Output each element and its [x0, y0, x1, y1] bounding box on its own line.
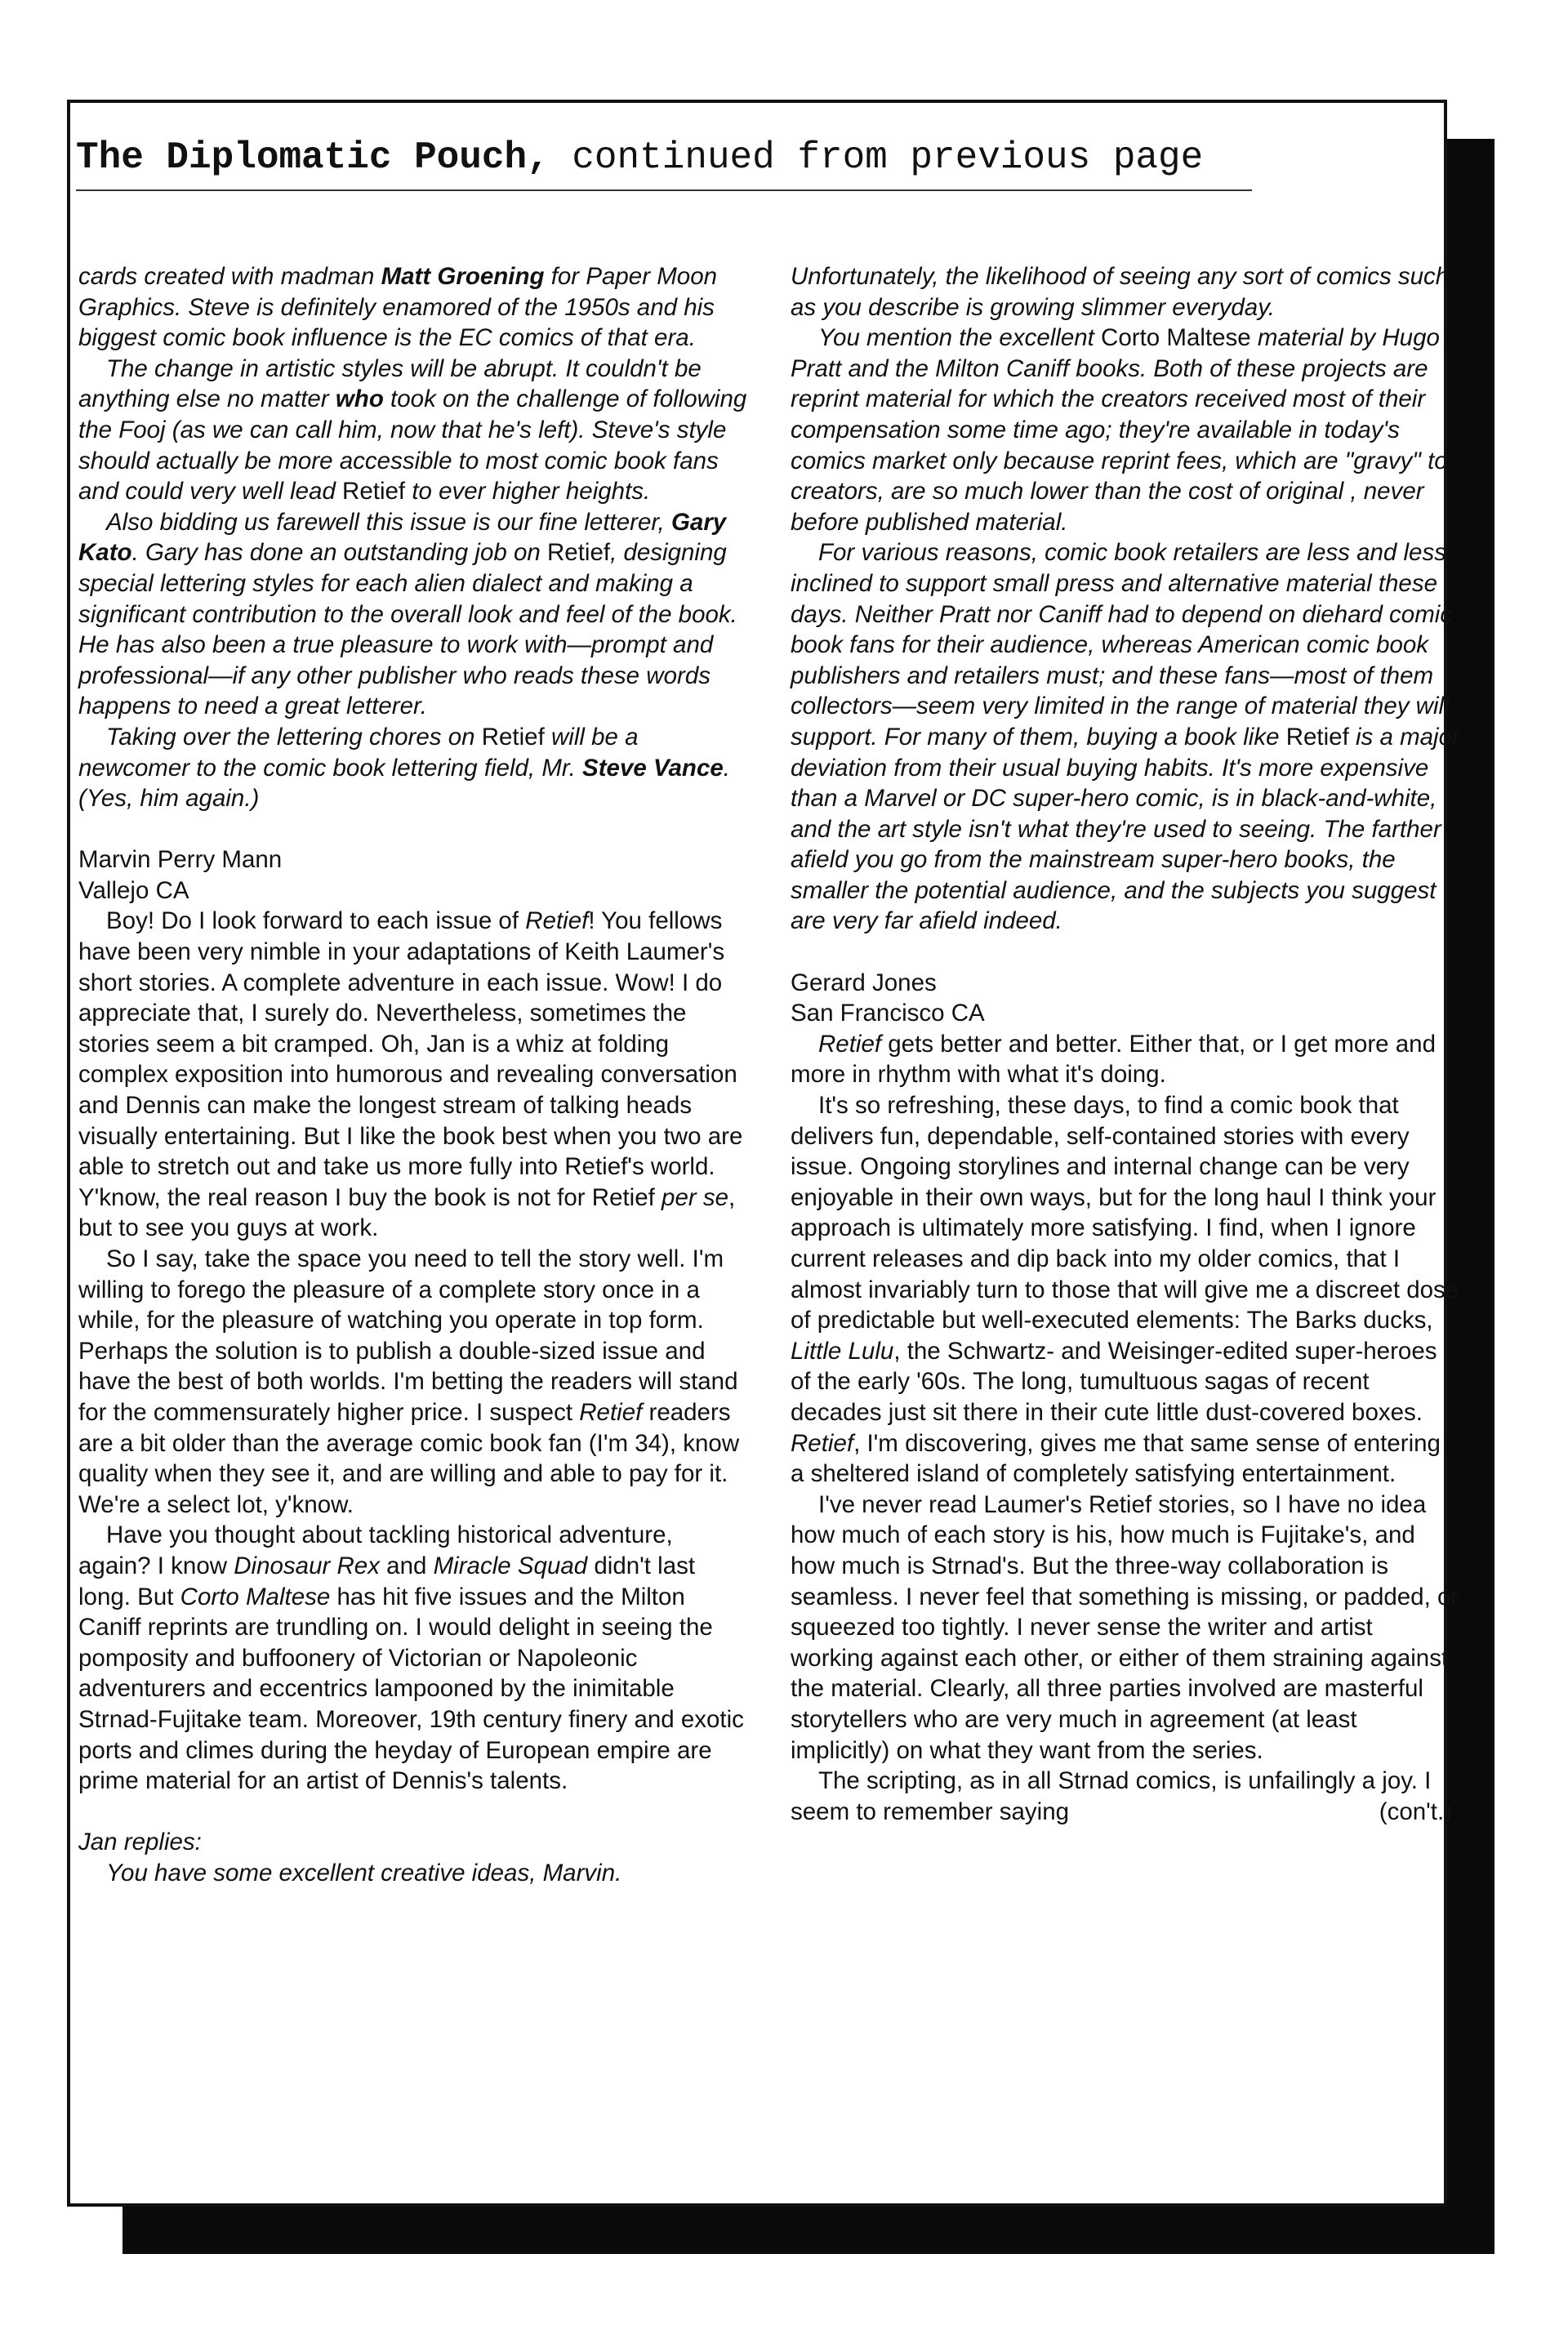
editor-reply-heading: Jan replies: — [78, 1829, 202, 1856]
letter-paragraph: Have you thought about tackling historical adventure, again? I know Dinosaur Rex and Miracle Squad didn't last long. But Corto Maltese has hit five issues and the Milton Caniff reprints are trundling on. I would delight in seeing the pomposity and buffoonery of Victorian or Napoleonic adventurers and eccentrics lampooned by the inimitable Strnad-Fujitake team. Moreover, 19th century finery and exotic ports and climes during the heyday of European empire are prime material for an artist of Dennis's talents. — [78, 1521, 744, 1795]
letter-writer-name: Gerard Jones — [791, 969, 937, 996]
editorial-paragraph: cards created with madman Matt Groening for Paper Moon Graphics. Steve is definitely enamored of the 1950s and his biggest comic book influence is the EC comics of that era. — [78, 263, 718, 352]
editorial-paragraph: For various reasons, comic book retailers are less and less inclined to support small press and alternative material these days. Neither Pratt nor Caniff had to depend on diehard comic book fans for their audience, whereas American comic book publishers and retailers must; and these fans—most of them collectors—seem very limited in the range of material they will support. For many of them, buying a book like Retief is a major deviation from their usual buying habits. It's more expensive than a Marvel or DC super-hero comic, is in black-and-white, and the art style isn't what they're used to seeing. The farther afield you go from the mainstream super-hero books, the smaller the potential audience, and the subjects you suggest are very far afield indeed. — [791, 539, 1460, 935]
letter-paragraph: So I say, take the space you need to tell the story well. I'm willing to forego the pleasure of a complete story once in a while, for the pleasure of watching you operate in top form. Perhaps the solution is to publish a double-sized issue and have the best of both worlds. I'm betting the readers will stand for the commensurately higher price. I suspect Retief readers are a bit older than the average comic book fan (I'm 34), know quality when they see it, and are willing and able to pay for it. We're a select lot, y'know. — [78, 1245, 740, 1518]
continued-note: continued from previous page — [572, 136, 1204, 179]
editor-reply-text: You have some excellent creative ideas, Marvin. — [106, 1859, 622, 1886]
letter-paragraph: Boy! Do I look forward to each issue of Retief! You fellows have been very nimble in your adaptations of Keith Laumer's short stories. A complete adventure in each issue. Wow! I do appreciate that, I surely do. Nevertheless, sometimes the stories seem a bit cramped. Oh, Jan is a whiz at folding complex exposition into humorous and revealing conversation and Dennis can make the longest stream of talking heads visually entertaining. But I like the book best when you two are able to stretch out and take us more fully into Retief's world. Y'know, the real reason I buy the book is not for Retief per se, but to see you guys at work. — [78, 907, 743, 1242]
editorial-paragraph: Unfortunately, the likelihood of seeing any sort of comics such as you describe is growing slimmer everyday. — [791, 263, 1450, 321]
letter-writer-city: San Francisco CA — [791, 1000, 985, 1027]
letter-writer-name: Marvin Perry Mann — [78, 846, 283, 874]
letter-paragraph: Retief gets better and better. Either that, or I get more and more in rhythm with what it's doing. — [791, 1030, 1436, 1089]
letter-paragraph: It's so refreshing, these days, to find a comic book that delivers fun, dependable, self-contained stories with every issue. Ongoing storylines and internal change can be very enjoyable in their own ways, but for the long haul I think your approach is ultimately more satisfying. I find, when I ignore current releases and dip back into my older comics, that I almost invariably turn to those that will give me a discreet dose of predictable but well-executed elements: The Barks ducks, Little Lulu, the Schwartz- and Weisinger-edited super-heroes of the early '60s. The long, tumultuous sagas of recent decades just sit there in their cute little dust-covered boxes. Retief, I'm discovering, gives me that same sense of entering a sheltered island of completely satisfying entertainment. — [791, 1092, 1459, 1488]
page-header — [76, 132, 1252, 191]
column-title: The Diplomatic Pouch, — [76, 136, 550, 179]
letter-paragraph: I've never read Laumer's Retief stories, so I have no idea how much of each story is his, how much is Fujitake's, and how much is Strnad's. But the three-way collaboration is seamless. I never feel that something is missing, or padded, or squeezed too tightly. I never sense the writer and artist working against each other, or either of them straining against the material. Clearly, all three parties involved are masterful storytellers who are very much in agreement (at least implicitly) on what they want from the series. — [791, 1490, 1459, 1764]
editorial-paragraph: Also bidding us farewell this issue is our fine letterer, Gary Kato. Gary has done an outstanding job on Retief, designing special lettering styles for each alien dialect and making a significant contribution to the overall look and feel of the book. He has also been a true pleasure to work with—prompt and professional—if any other publisher who reads these words happens to need a great letterer. — [78, 508, 737, 720]
editorial-paragraph: You mention the excellent Corto Maltese material by Hugo Pratt and the Milton Caniff books. Both of these projects are reprint material for which the creators received most of their compensation some time ago; they're available in today's comics market only because reprint fees, which are "gravy" to creators, are so much lower than the cost of original , never before published material. — [791, 324, 1448, 536]
editorial-paragraph: Taking over the lettering chores on Retief will be a newcomer to the comic book lettering field, Mr. Steve Vance. (Yes, him again.) — [78, 723, 730, 813]
continued-marker: (con't.) — [1379, 1797, 1452, 1825]
left-column — [78, 261, 748, 1888]
letter-paragraph: The scripting, as in all Strnad comics, is unfailingly a joy. I seem to remember saying (con't.) — [791, 1766, 1460, 1827]
right-column — [791, 261, 1460, 1827]
editorial-paragraph: The change in artistic styles will be abrupt. It couldn't be anything else no matter who took on the challenge of following the Fooj (as we can call him, now that he's left). Steve's style should actually be more accessible to most comic book fans and could very well lead Retief to ever higher heights. — [78, 354, 747, 506]
letter-writer-city: Vallejo CA — [78, 876, 189, 904]
